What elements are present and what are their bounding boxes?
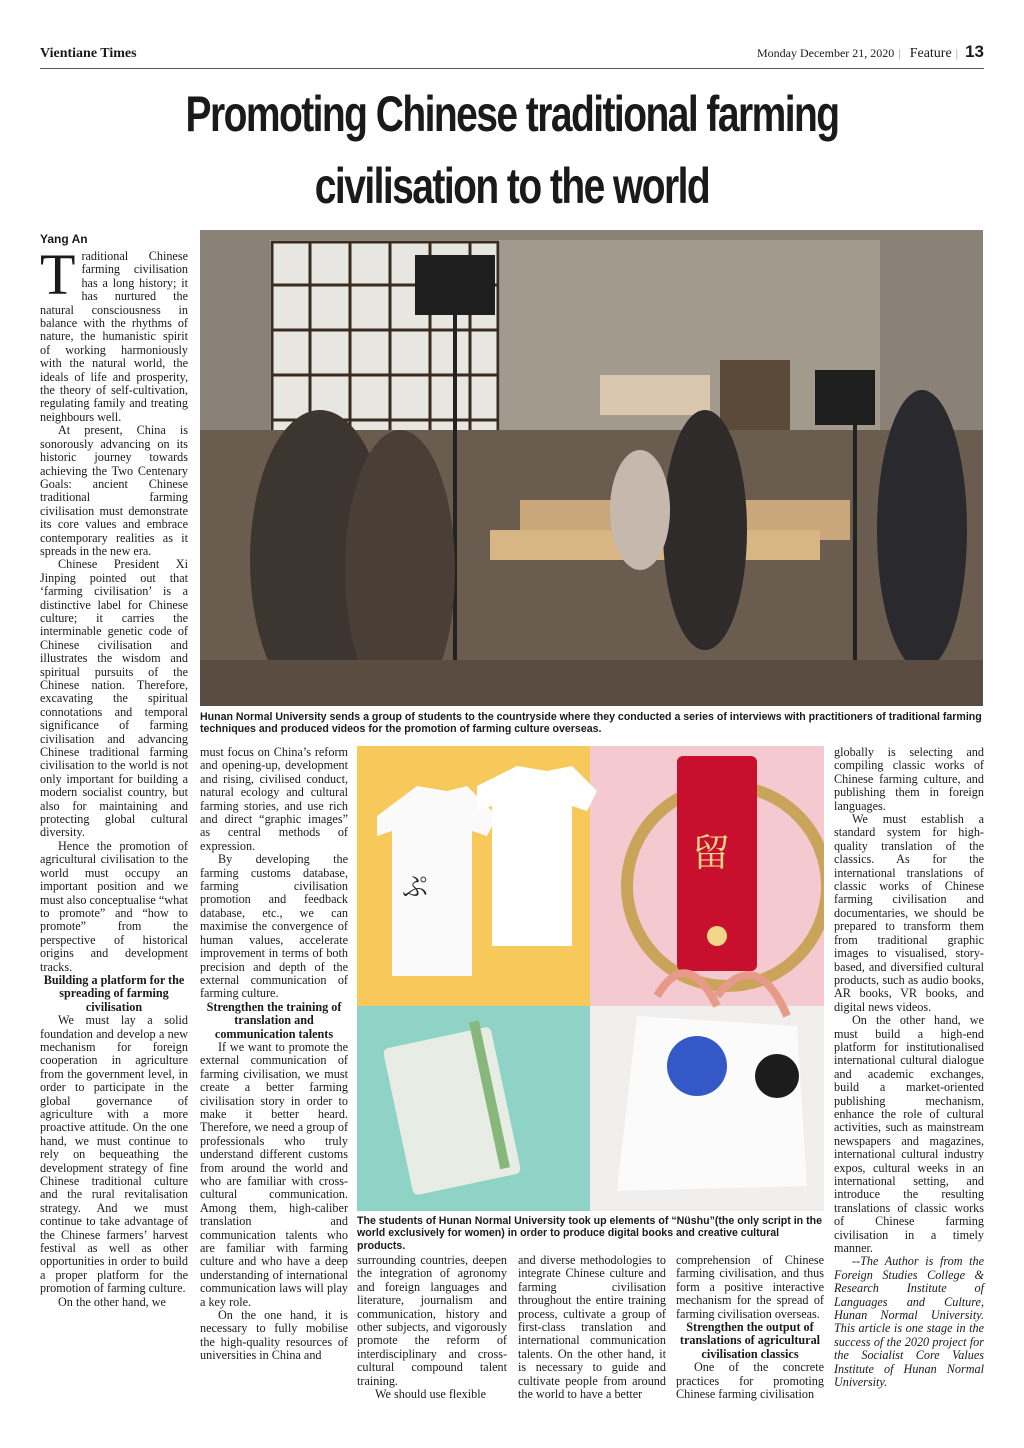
byline: Yang An [40,232,88,246]
subhead-platform: Building a platform for the spreading of farming civilisation [43,972,185,1014]
col2-paragraph-1: must focus on China’s reform and opening-up, development and rising, civilised conduct, natural ecology and cultural farming stories, and use rich and direct “graphic images” as central methods of expression. [200,745,348,853]
col1-paragraph-4: Hence the promotion of agricultural civilisation to the world must occupy an important position and we must also conceptualise “what to promote” and “how to promote” from the perspective of historical origins and development tracks. [40,838,188,974]
issue-date: Monday December 21, 2020 [756,46,895,60]
col4-paragraph-1: and diverse methodologies to integrate Chinese culture and farming civilisation throughout the entire training process, cultivate a group of first-class translation and international communication talents. On the other hand, it is necessary to guide and cultivate people from around the world to have a better [518,1253,666,1402]
subhead-classics: Strengthen the output of translations of agricultural civilisation classics [679,1320,821,1361]
author-note: --The Author is from the Foreign Studies College & Research Institute of Languages and Culture, Hunan Normal University. This article is one stage in the success of the 2020 project for the Socialist Core Values Institute of Hunan Normal University. [834,1254,984,1390]
col6-paragraph-3: On the other hand, we must build a high-end platform for institutionalised international cultural dialogue and academic exchanges, build a market-oriented publishing mechanism, enhance the role of cultural activities, such as mainstream newspapers and magazines, international cultural industry expos, cultural weeks in an international setting, and introduce the resulting translations of classic works of Chinese farming civilisation in a timely manner. [834,1013,984,1256]
col6-paragraph-2: We must establish a standard system for high-quality translation of the classics. As for the international translations of classic works of Chinese farming civilisation and documentaries, we should be prepared to transform them from traditional graphic images to visualised, story-based, and diversified cultural products, such as audio books, AR books, VR books, and digital news videos. [834,812,984,1014]
nushu-products-photo [357,746,824,1211]
col3-paragraph-1: surrounding countries, deepen the integration of agronomy and foreign languages and literature, journalism and communication, history and other subjects, and vigorously promote the reform of interdisciplinary and cross-cultural compound talent training. [357,1253,507,1388]
article-column-3 [357,1254,507,1401]
col1-paragraph-5: We must lay a solid foundation and develop a new mechanism for foreign cooperation in agriculture from the government level, in order to participate in the global governance of agriculture with a more proactive attitude. On the one hand, we must continue to rely on bequeathing the development strategy of fine Chinese traditional culture and the rural revitalisation strategy. And we must continue to take advantage of the Chinese farmers’ harvest festival as well as other opportunities in order to build a proper platform for the promotion of farming culture. [40,1013,188,1296]
col5-paragraph-1: comprehension of Chinese farming civilisation, and thus form a positive interactive mechanism for the spread of farming civilisation overseas. [676,1253,824,1321]
col1-paragraph-3: Chinese President Xi Jinping pointed out that ‘farming civilisation’ is a distinctive label for Chinese culture; it carries the interminable genetic code of Chinese civilisation and illustrates the wisdom and spiritual pursuits of the Chinese nation. Therefore, excavating the spiritual connotations and temporal significance of farming civilisation and advancing Chinese traditional farming civilisation to the world is not only important for building a modern socialist country, but also for maintaining and protecting global cultural diversity. [40,557,188,840]
col1-paragraph-1: raditional Chinese farming civilisation has a long history; it has nurtured the natural consciousness in balance with the rhythms of nature, the humanistic spirit of working harmoniously with the natural world, the ideals of life and prosperity, the theory of self-cultivation, regulating family and treating neighbours well. [40,249,188,424]
photo-1-caption: Hunan Normal University sends a group of students to the countryside where they conducted a series of interviews with practitioners of traditional farming techniques and produced videos for the promotion of farming culture overseas. [200,711,982,736]
article-column-4 [518,1254,666,1401]
headline-line-1: Promoting Chinese traditional farming [185,86,839,142]
drop-cap: T [40,242,76,307]
headline-line-2: civilisation to the world [314,158,710,214]
photo-2-caption: The students of Hunan Normal University took up elements of “Nüshu”(the only script in the world exclusively for women) in order to produce digital books and creative cultural products. [357,1215,822,1252]
col3-paragraph-2: We should use flexible [375,1387,487,1402]
interview-photo [200,230,983,706]
headline [144,78,880,222]
article-column-6 [834,746,984,1390]
col6-paragraph-1: globally is selecting and compiling classic works of Chinese farming culture, and publishing them in foreign languages. [834,745,984,813]
svg-text:留: 留 [692,831,731,875]
col5-paragraph-2: One of the concrete practices for promoting Chinese farming civilisation [676,1360,824,1402]
article-column-1 [40,242,188,1309]
col1-paragraph-2: At present, China is sonorously advancing on its historic journey towards achieving the Two Centenary Goals: ancient Chinese traditional farming civilisation must demonstrate its core values and embrace contemporary realities as it spreads in the new era. [40,423,188,558]
col2-paragraph-3: If we want to promote the external communication of farming civilisation, we must create a better farming civilisation story in order to make it better heard. Therefore, we need a group of professionals who truly understand different customs from around the world and who are familiar with cross-cultural communication. Among them, high-caliber translation and communication talents who are familiar with farming culture and who have a deep understanding of international communication laws will play a key role. [200,1039,348,1309]
article-column-5 [676,1254,824,1401]
section-name: Feature [909,46,952,61]
col2-paragraph-4: On the one hand, it is necessary to fully mobilise the high-quality resources of universities in China and [200,1308,348,1363]
masthead-bar [40,44,984,69]
page-number: 13 [965,42,984,61]
newspaper-name: Vientiane Times [40,46,137,61]
col1-paragraph-6: On the other hand, we [58,1294,166,1309]
article-column-2 [200,746,348,1363]
svg-text:ぷ: ぷ [402,873,429,903]
issue-info: Monday December 21, 2020 | Feature | 13 [756,42,984,61]
subhead-training: Strengthen the training of translation and communication talents [206,999,342,1041]
col2-paragraph-2: By developing the farming customs database, farming civilisation promotion and feedback database, etc., we can maximise the convergence of human values, accelerate improvement in terms of both precision and depth of the external communication of farming culture. [200,852,348,1001]
